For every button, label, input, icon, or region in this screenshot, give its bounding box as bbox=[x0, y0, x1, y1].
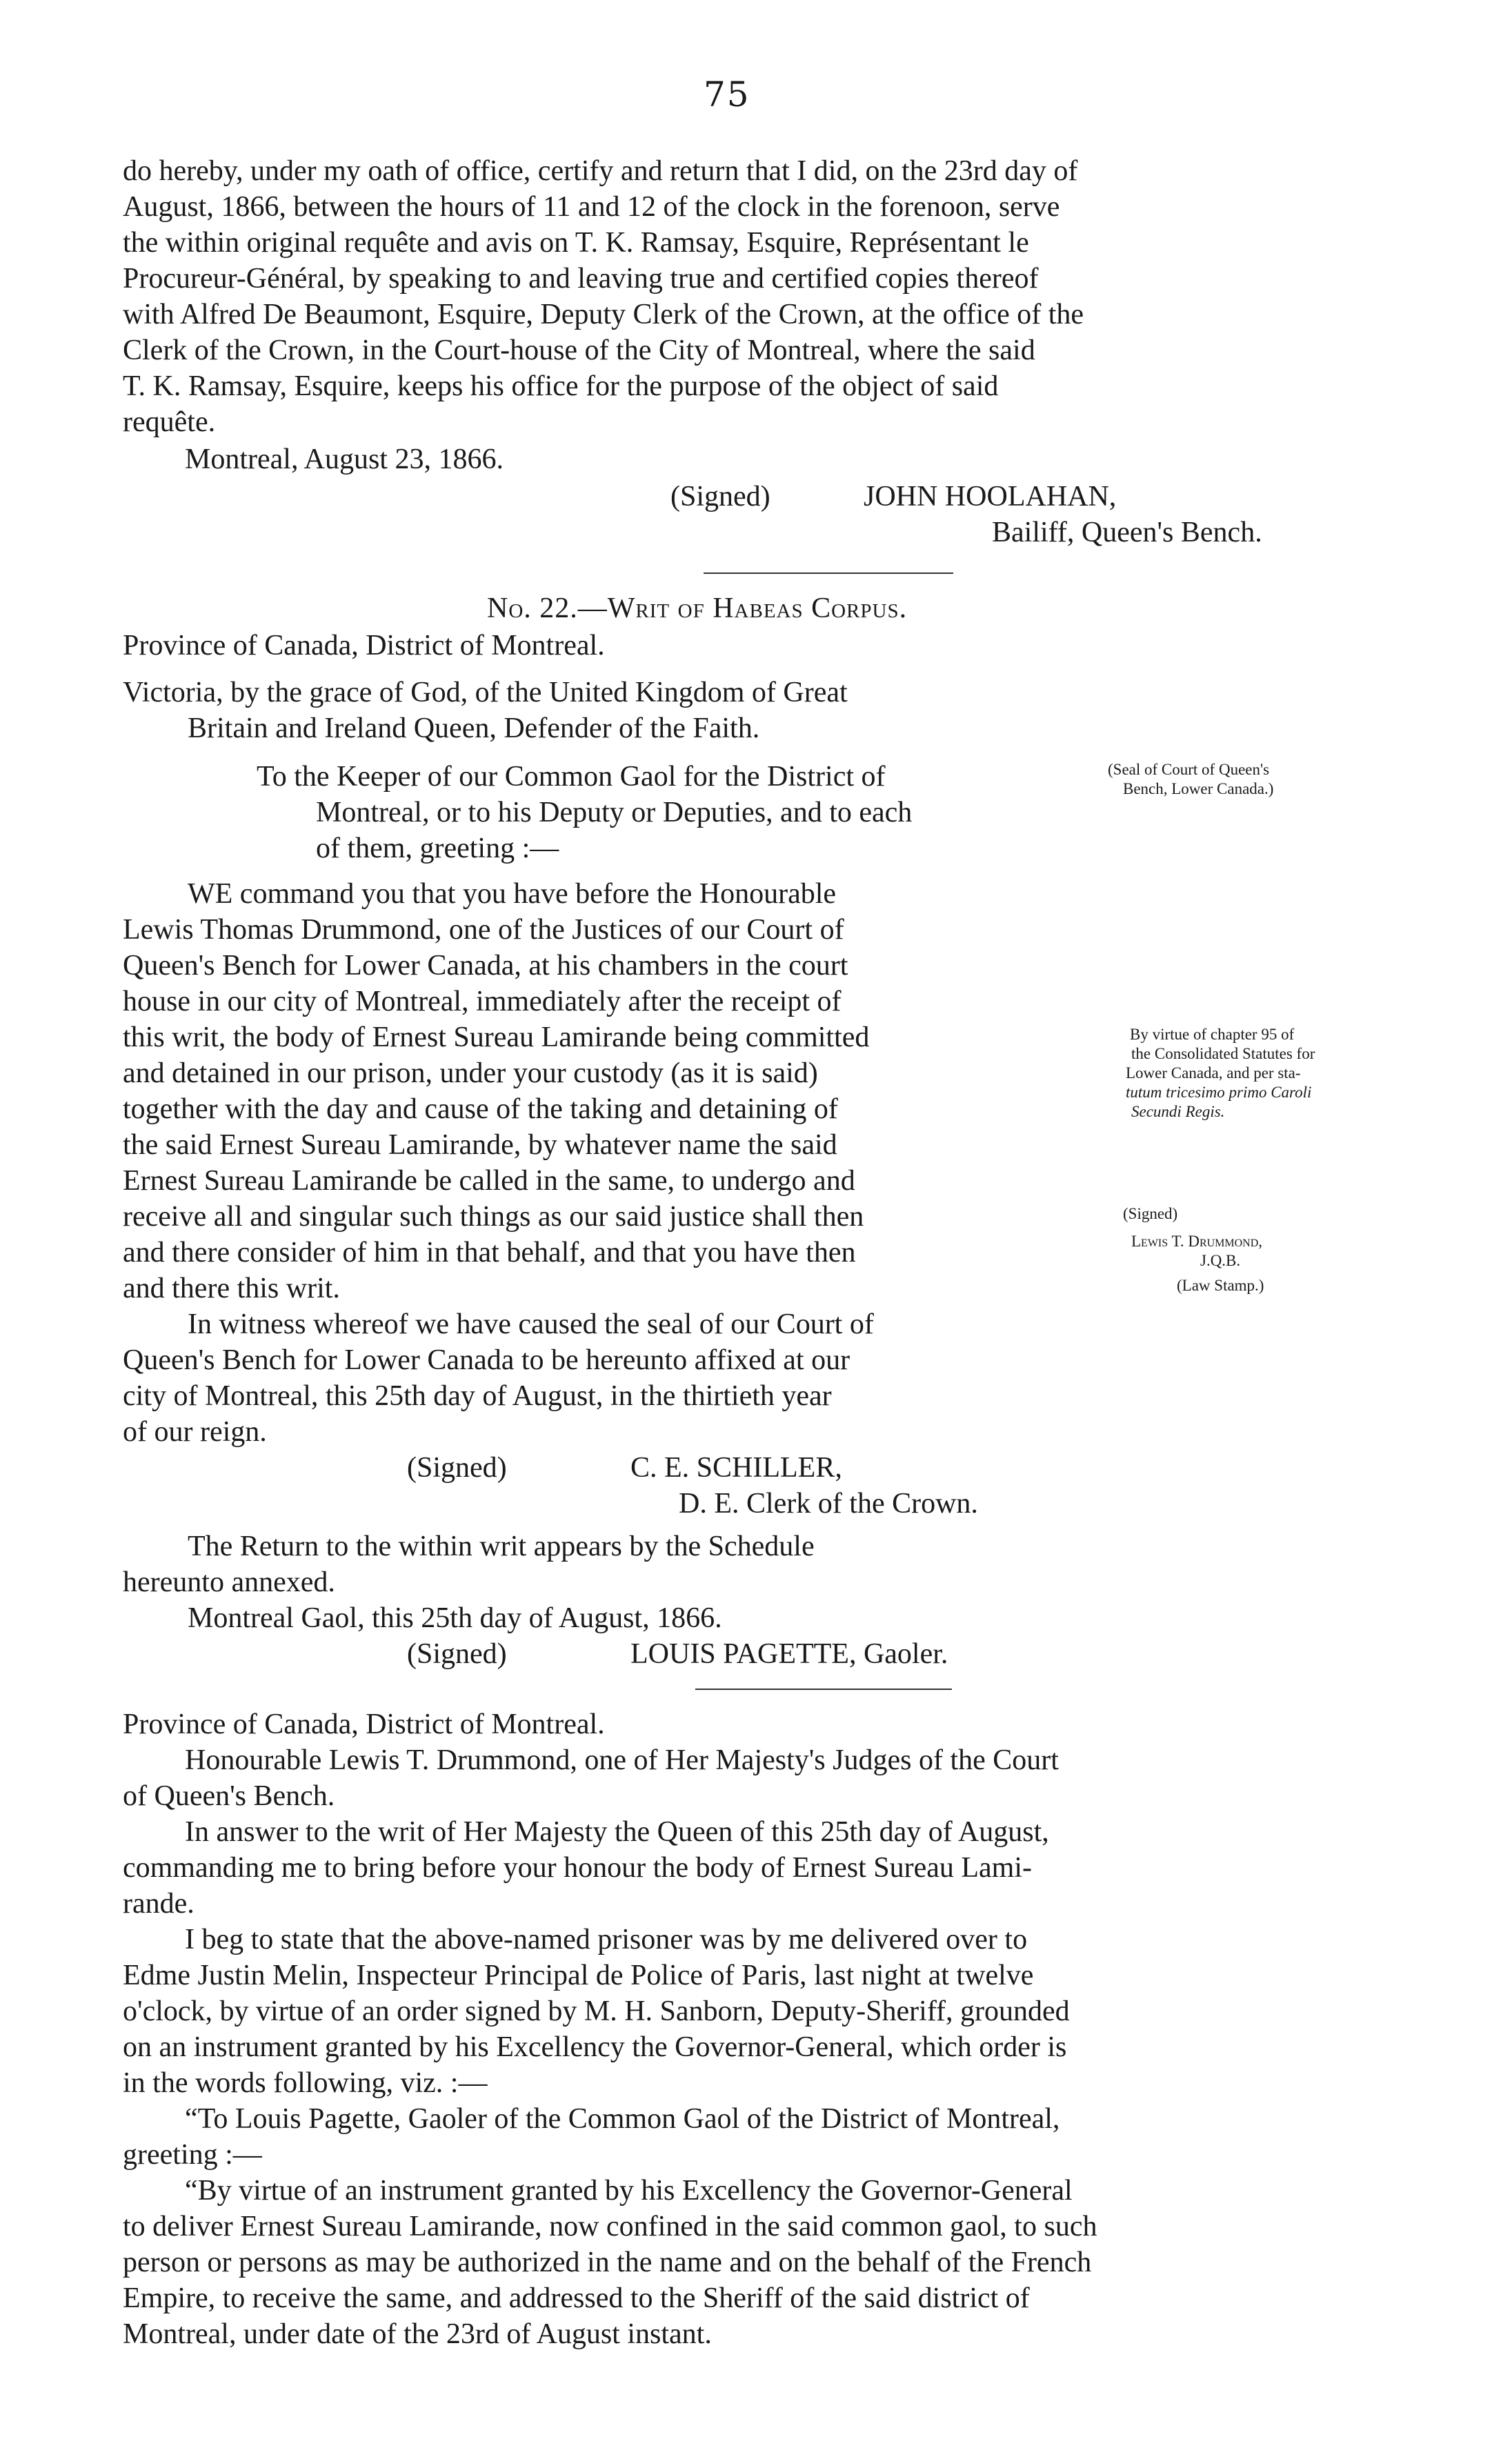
command-line: Ernest Sureau Lamirande be called in the same, to undergo and bbox=[123, 1165, 855, 1197]
text-line: Procureur-Général, by speaking to and leaving true and certified copies thereof bbox=[123, 263, 1039, 295]
command-line: and detained in our prison, under your custody (as it is said) bbox=[123, 1057, 818, 1089]
command-line: the said Ernest Sureau Lamirande, by whatever name the said bbox=[123, 1129, 837, 1161]
schedule-line: of Queen's Bench. bbox=[123, 1780, 335, 1812]
victoria-line: Victoria, by the grace of God, of the United Kingdom of Great bbox=[123, 677, 848, 708]
signed-label: (Signed) bbox=[670, 481, 770, 512]
command-line: Lewis Thomas Drummond, one of the Justices of our Court of bbox=[123, 914, 844, 946]
writ-heading: No. 22.—Writ of Habeas Corpus. bbox=[487, 593, 908, 624]
signed-label: (Signed) bbox=[407, 1638, 507, 1670]
return-date: Montreal, August 23, 1866. bbox=[185, 444, 504, 475]
address-line: To the Keeper of our Common Gaol for the District of bbox=[257, 761, 886, 793]
text-line: requête. bbox=[123, 406, 216, 438]
text-line: August, 1866, between the hours of 11 and 12 of the clock in the forenoon, serve bbox=[123, 191, 1060, 223]
schedule-line: I beg to state that the above-named prisoner was by me delivered over to bbox=[185, 1924, 1028, 1955]
command-line: Queen's Bench for Lower Canada, at his chambers in the court bbox=[123, 950, 848, 982]
signer-name: C. E. SCHILLER, bbox=[630, 1452, 842, 1484]
margin-note-statute: tutum tricesimo primo Caroli bbox=[1126, 1084, 1312, 1101]
margin-note-statute: Lower Canada, and per sta- bbox=[1126, 1064, 1301, 1082]
command-line: and there this writ. bbox=[123, 1273, 340, 1304]
schedule-line: Montreal, under date of the 23rd of August instant. bbox=[123, 2318, 712, 2350]
address-line: Montreal, or to his Deputy or Deputies, and to each bbox=[316, 797, 913, 828]
address-line: of them, greeting :— bbox=[316, 833, 559, 864]
text-line: do hereby, under my oath of office, certify and return that I did, on the 23rd day of bbox=[123, 155, 1078, 187]
schedule-line: rande. bbox=[123, 1888, 195, 1920]
gaol-date: Montreal Gaol, this 25th day of August, 1866. bbox=[188, 1602, 722, 1634]
margin-note-signed: (Signed) bbox=[1123, 1205, 1178, 1222]
schedule-line: greeting :— bbox=[123, 2139, 262, 2171]
command-line: receive all and singular such things as our said justice shall then bbox=[123, 1201, 864, 1233]
signer-name: JOHN HOOLAHAN, bbox=[864, 481, 1117, 512]
margin-note-statute: the Consolidated Statutes for bbox=[1131, 1045, 1315, 1062]
schedule-line: to deliver Ernest Sureau Lamirande, now confined in the said common gaol, to such bbox=[123, 2211, 1097, 2242]
margin-note-title: J.Q.B. bbox=[1200, 1252, 1241, 1269]
province-line: Province of Canada, District of Montreal. bbox=[123, 630, 605, 661]
witness-line: city of Montreal, this 25th day of August, in the thirtieth year bbox=[123, 1380, 832, 1412]
command-line: house in our city of Montreal, immediately after the receipt of bbox=[123, 986, 842, 1017]
schedule-line: Edme Justin Melin, Inspecteur Principal de Police of Paris, last night at twelve bbox=[123, 1960, 1034, 1991]
text-line: Clerk of the Crown, in the Court-house of the City of Montreal, where the said bbox=[123, 335, 1035, 366]
gaoler-signature: LOUIS PAGETTE, Gaoler. bbox=[630, 1638, 948, 1670]
victoria-line: Britain and Ireland Queen, Defender of the Faith. bbox=[188, 713, 760, 744]
schedule-line: Empire, to receive the same, and addressed to the Sheriff of the said district of bbox=[123, 2282, 1030, 2314]
return-line: hereunto annexed. bbox=[123, 1566, 335, 1598]
witness-line: of our reign. bbox=[123, 1416, 267, 1448]
command-line: and there consider of him in that behalf, and that you have then bbox=[123, 1237, 856, 1268]
schedule-line: person or persons as may be authorized in the name and on the behalf of the French bbox=[123, 2247, 1092, 2278]
signed-label: (Signed) bbox=[407, 1452, 507, 1484]
schedule-line: “To Louis Pagette, Gaoler of the Common Gaol of the District of Montreal, bbox=[185, 2103, 1060, 2135]
command-line: this writ, the body of Ernest Sureau Lamirande being committed bbox=[123, 1022, 870, 1053]
text-line: with Alfred De Beaumont, Esquire, Deputy Clerk of the Crown, at the office of the bbox=[123, 299, 1084, 330]
margin-note-statute: Secundi Regis. bbox=[1131, 1103, 1225, 1120]
text-line: T. K. Ramsay, Esquire, keeps his office for the purpose of the object of said bbox=[123, 370, 999, 402]
margin-note-seal: (Seal of Court of Queen's bbox=[1108, 761, 1270, 778]
province-line: Province of Canada, District of Montreal. bbox=[123, 1709, 605, 1740]
command-line: WE command you that you have before the Honourable bbox=[188, 878, 837, 910]
signer-title: Bailiff, Queen's Bench. bbox=[992, 517, 1262, 548]
witness-line: In witness whereof we have caused the seal of our Court of bbox=[188, 1308, 874, 1340]
text-line: the within original requête and avis on T. K. Ramsay, Esquire, Représentant le bbox=[123, 227, 1029, 259]
schedule-line: in the words following, viz. :— bbox=[123, 2067, 488, 2099]
command-line: together with the day and cause of the taking and detaining of bbox=[123, 1093, 838, 1125]
signer-title: D. E. Clerk of the Crown. bbox=[679, 1488, 978, 1520]
schedule-line: o'clock, by virtue of an order signed by M. H. Sanborn, Deputy-Sheriff, grounded bbox=[123, 1995, 1070, 2027]
section-rule bbox=[704, 573, 953, 574]
schedule-line: commanding me to bring before your honour the body of Ernest Sureau Lami- bbox=[123, 1852, 1032, 1884]
schedule-line: In answer to the writ of Her Majesty the Queen of this 25th day of August, bbox=[185, 1816, 1049, 1848]
schedule-line: Honourable Lewis T. Drummond, one of Her Majesty's Judges of the Court bbox=[185, 1744, 1059, 1776]
margin-note-seal: Bench, Lower Canada.) bbox=[1123, 780, 1274, 797]
margin-note-stamp: (Law Stamp.) bbox=[1177, 1277, 1264, 1294]
return-line: The Return to the within writ appears by the Schedule bbox=[188, 1531, 815, 1562]
schedule-line: on an instrument granted by his Excellency the Governor-General, which order is bbox=[123, 2031, 1067, 2063]
margin-note-signer: Lewis T. Drummond, bbox=[1131, 1233, 1263, 1250]
section-rule bbox=[695, 1689, 952, 1690]
margin-note-statute: By virtue of chapter 95 of bbox=[1130, 1026, 1295, 1043]
page-number: 75 bbox=[704, 74, 750, 115]
schedule-line: “By virtue of an instrument granted by his Excellency the Governor-General bbox=[185, 2175, 1073, 2207]
witness-line: Queen's Bench for Lower Canada to be hereunto affixed at our bbox=[123, 1344, 850, 1376]
